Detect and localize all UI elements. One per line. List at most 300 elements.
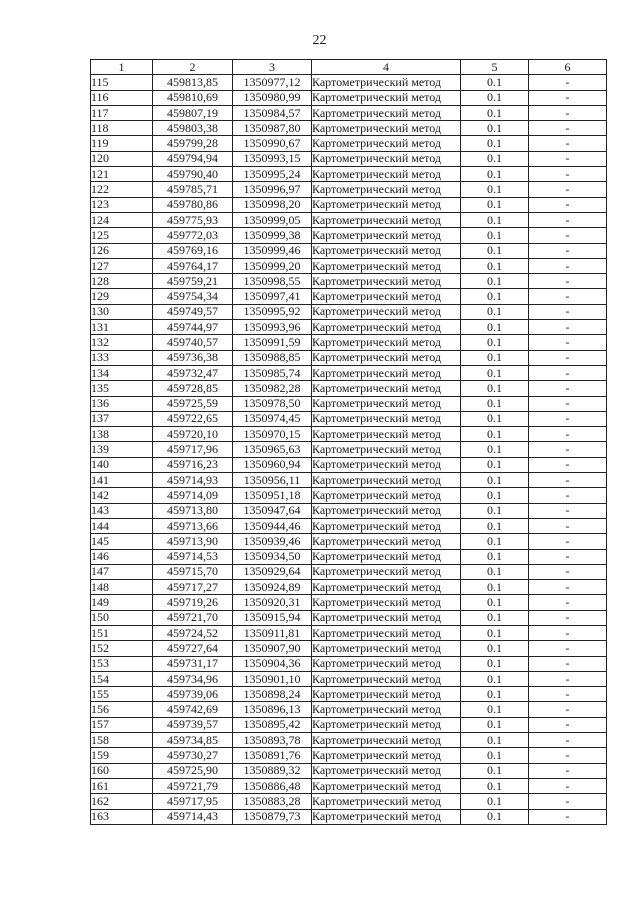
note-cell: - [529, 274, 607, 289]
note-cell: - [529, 717, 607, 732]
method-cell: Картометрический метод [312, 335, 461, 350]
y-coordinate-cell: 1350904,36 [233, 656, 312, 671]
table-row [91, 121, 607, 136]
y-coordinate-cell: 1350991,59 [233, 335, 312, 350]
table-row [91, 167, 607, 182]
point-number-cell: 161 [91, 778, 153, 793]
y-coordinate-cell: 1350998,55 [233, 274, 312, 289]
x-coordinate-cell: 459725,90 [153, 763, 233, 778]
x-coordinate-cell: 459780,86 [153, 197, 233, 212]
x-coordinate-cell: 459728,85 [153, 381, 233, 396]
note-cell: - [529, 381, 607, 396]
column-header-6: 6 [529, 60, 607, 75]
point-number-cell: 143 [91, 503, 153, 518]
note-cell: - [529, 473, 607, 488]
x-coordinate-cell: 459716,23 [153, 457, 233, 472]
table-row [91, 197, 607, 212]
note-cell: - [529, 625, 607, 640]
y-coordinate-cell: 1350999,46 [233, 243, 312, 258]
y-coordinate-cell: 1350988,85 [233, 350, 312, 365]
x-coordinate-cell: 459714,93 [153, 473, 233, 488]
note-cell: - [529, 90, 607, 105]
y-coordinate-cell: 1350939,46 [233, 534, 312, 549]
y-coordinate-cell: 1350951,18 [233, 488, 312, 503]
x-coordinate-cell: 459764,17 [153, 258, 233, 273]
accuracy-cell: 0.1 [461, 488, 529, 503]
method-cell: Картометрический метод [312, 610, 461, 625]
table-row [91, 243, 607, 258]
y-coordinate-cell: 1350995,92 [233, 304, 312, 319]
accuracy-cell: 0.1 [461, 625, 529, 640]
point-number-cell: 131 [91, 320, 153, 335]
note-cell: - [529, 610, 607, 625]
y-coordinate-cell: 1350947,64 [233, 503, 312, 518]
note-cell: - [529, 549, 607, 564]
x-coordinate-cell: 459739,57 [153, 717, 233, 732]
accuracy-cell: 0.1 [461, 320, 529, 335]
note-cell: - [529, 243, 607, 258]
table-row [91, 75, 607, 90]
note-cell: - [529, 335, 607, 350]
x-coordinate-cell: 459734,96 [153, 671, 233, 686]
note-cell: - [529, 733, 607, 748]
table-row [91, 350, 607, 365]
x-coordinate-cell: 459794,94 [153, 151, 233, 166]
point-number-cell: 160 [91, 763, 153, 778]
point-number-cell: 156 [91, 702, 153, 717]
note-cell: - [529, 320, 607, 335]
accuracy-cell: 0.1 [461, 748, 529, 763]
note-cell: - [529, 656, 607, 671]
y-coordinate-cell: 1350944,46 [233, 518, 312, 533]
table-row [91, 717, 607, 732]
table-row [91, 136, 607, 151]
accuracy-cell: 0.1 [461, 427, 529, 442]
note-cell: - [529, 687, 607, 702]
x-coordinate-cell: 459717,27 [153, 580, 233, 595]
y-coordinate-cell: 1350915,94 [233, 610, 312, 625]
y-coordinate-cell: 1350999,05 [233, 212, 312, 227]
note-cell: - [529, 121, 607, 136]
method-cell: Картометрический метод [312, 350, 461, 365]
y-coordinate-cell: 1350977,12 [233, 75, 312, 90]
table-row [91, 335, 607, 350]
point-number-cell: 159 [91, 748, 153, 763]
point-number-cell: 118 [91, 121, 153, 136]
x-coordinate-cell: 459731,17 [153, 656, 233, 671]
note-cell: - [529, 151, 607, 166]
point-number-cell: 117 [91, 105, 153, 120]
y-coordinate-cell: 1350993,15 [233, 151, 312, 166]
point-number-cell: 153 [91, 656, 153, 671]
x-coordinate-cell: 459785,71 [153, 182, 233, 197]
table-row [91, 274, 607, 289]
y-coordinate-cell: 1350997,41 [233, 289, 312, 304]
table-row [91, 763, 607, 778]
note-cell: - [529, 763, 607, 778]
note-cell: - [529, 534, 607, 549]
x-coordinate-cell: 459736,38 [153, 350, 233, 365]
point-number-cell: 162 [91, 794, 153, 809]
point-number-cell: 152 [91, 641, 153, 656]
x-coordinate-cell: 459717,95 [153, 794, 233, 809]
x-coordinate-cell: 459713,80 [153, 503, 233, 518]
y-coordinate-cell: 1350984,57 [233, 105, 312, 120]
table-row [91, 396, 607, 411]
point-number-cell: 142 [91, 488, 153, 503]
y-coordinate-cell: 1350970,15 [233, 427, 312, 442]
point-number-cell: 127 [91, 258, 153, 273]
table-row [91, 748, 607, 763]
method-cell: Картометрический метод [312, 381, 461, 396]
method-cell: Картометрический метод [312, 687, 461, 702]
point-number-cell: 130 [91, 304, 153, 319]
y-coordinate-cell: 1350990,67 [233, 136, 312, 151]
column-header-4: 4 [312, 60, 461, 75]
note-cell: - [529, 595, 607, 610]
method-cell: Картометрический метод [312, 304, 461, 319]
x-coordinate-cell: 459730,27 [153, 748, 233, 763]
note-cell: - [529, 350, 607, 365]
note-cell: - [529, 778, 607, 793]
method-cell: Картометрический метод [312, 243, 461, 258]
method-cell: Картометрический метод [312, 733, 461, 748]
note-cell: - [529, 503, 607, 518]
note-cell: - [529, 365, 607, 380]
x-coordinate-cell: 459759,21 [153, 274, 233, 289]
accuracy-cell: 0.1 [461, 794, 529, 809]
method-cell: Картометрический метод [312, 228, 461, 243]
note-cell: - [529, 105, 607, 120]
method-cell: Картометрический метод [312, 121, 461, 136]
point-number-cell: 123 [91, 197, 153, 212]
accuracy-cell: 0.1 [461, 289, 529, 304]
point-number-cell: 158 [91, 733, 153, 748]
table-row [91, 228, 607, 243]
note-cell: - [529, 228, 607, 243]
method-cell: Картометрический метод [312, 809, 461, 824]
table-row [91, 702, 607, 717]
x-coordinate-cell: 459790,40 [153, 167, 233, 182]
point-number-cell: 137 [91, 411, 153, 426]
column-header-3: 3 [233, 60, 312, 75]
point-number-cell: 148 [91, 580, 153, 595]
accuracy-cell: 0.1 [461, 136, 529, 151]
table-row [91, 212, 607, 227]
x-coordinate-cell: 459775,93 [153, 212, 233, 227]
accuracy-cell: 0.1 [461, 610, 529, 625]
point-number-cell: 163 [91, 809, 153, 824]
note-cell: - [529, 457, 607, 472]
x-coordinate-cell: 459749,57 [153, 304, 233, 319]
table-row [91, 365, 607, 380]
note-cell: - [529, 518, 607, 533]
point-number-cell: 132 [91, 335, 153, 350]
x-coordinate-cell: 459713,90 [153, 534, 233, 549]
y-coordinate-cell: 1350987,80 [233, 121, 312, 136]
accuracy-cell: 0.1 [461, 90, 529, 105]
method-cell: Картометрический метод [312, 794, 461, 809]
y-coordinate-cell: 1350980,99 [233, 90, 312, 105]
point-number-cell: 149 [91, 595, 153, 610]
table-row [91, 289, 607, 304]
x-coordinate-cell: 459799,28 [153, 136, 233, 151]
method-cell: Картометрический метод [312, 167, 461, 182]
note-cell: - [529, 702, 607, 717]
y-coordinate-cell: 1350982,28 [233, 381, 312, 396]
table-row [91, 320, 607, 335]
method-cell: Картометрический метод [312, 365, 461, 380]
accuracy-cell: 0.1 [461, 564, 529, 579]
point-number-cell: 125 [91, 228, 153, 243]
accuracy-cell: 0.1 [461, 274, 529, 289]
point-number-cell: 135 [91, 381, 153, 396]
note-cell: - [529, 748, 607, 763]
y-coordinate-cell: 1350879,73 [233, 809, 312, 824]
note-cell: - [529, 167, 607, 182]
point-number-cell: 133 [91, 350, 153, 365]
y-coordinate-cell: 1350995,24 [233, 167, 312, 182]
accuracy-cell: 0.1 [461, 656, 529, 671]
table-row [91, 595, 607, 610]
note-cell: - [529, 197, 607, 212]
y-coordinate-cell: 1350920,31 [233, 595, 312, 610]
x-coordinate-cell: 459740,57 [153, 335, 233, 350]
note-cell: - [529, 809, 607, 824]
y-coordinate-cell: 1350996,97 [233, 182, 312, 197]
note-cell: - [529, 75, 607, 90]
point-number-cell: 129 [91, 289, 153, 304]
accuracy-cell: 0.1 [461, 595, 529, 610]
x-coordinate-cell: 459727,64 [153, 641, 233, 656]
point-number-cell: 157 [91, 717, 153, 732]
x-coordinate-cell: 459717,96 [153, 442, 233, 457]
point-number-cell: 151 [91, 625, 153, 640]
table-row [91, 442, 607, 457]
table-row [91, 427, 607, 442]
table-row [91, 503, 607, 518]
point-number-cell: 122 [91, 182, 153, 197]
point-number-cell: 134 [91, 365, 153, 380]
note-cell: - [529, 411, 607, 426]
page-number: 22 [312, 33, 327, 48]
accuracy-cell: 0.1 [461, 641, 529, 656]
method-cell: Картометрический метод [312, 748, 461, 763]
table-row [91, 105, 607, 120]
accuracy-cell: 0.1 [461, 350, 529, 365]
table-row [91, 610, 607, 625]
table-row [91, 687, 607, 702]
accuracy-cell: 0.1 [461, 212, 529, 227]
point-number-cell: 141 [91, 473, 153, 488]
method-cell: Картометрический метод [312, 625, 461, 640]
table-row [91, 625, 607, 640]
y-coordinate-cell: 1350886,48 [233, 778, 312, 793]
accuracy-cell: 0.1 [461, 228, 529, 243]
table-row [91, 258, 607, 273]
accuracy-cell: 0.1 [461, 167, 529, 182]
accuracy-cell: 0.1 [461, 243, 529, 258]
note-cell: - [529, 488, 607, 503]
x-coordinate-cell: 459734,85 [153, 733, 233, 748]
method-cell: Картометрический метод [312, 258, 461, 273]
method-cell: Картометрический метод [312, 289, 461, 304]
accuracy-cell: 0.1 [461, 151, 529, 166]
x-coordinate-cell: 459715,70 [153, 564, 233, 579]
table-row [91, 151, 607, 166]
note-cell: - [529, 794, 607, 809]
y-coordinate-cell: 1350893,78 [233, 733, 312, 748]
x-coordinate-cell: 459719,26 [153, 595, 233, 610]
method-cell: Картометрический метод [312, 212, 461, 227]
point-number-cell: 124 [91, 212, 153, 227]
note-cell: - [529, 289, 607, 304]
method-cell: Картометрический метод [312, 151, 461, 166]
method-cell: Картометрический метод [312, 411, 461, 426]
coordinates-table [90, 59, 607, 825]
accuracy-cell: 0.1 [461, 671, 529, 686]
table-row [91, 90, 607, 105]
x-coordinate-cell: 459810,69 [153, 90, 233, 105]
method-cell: Картометрический метод [312, 90, 461, 105]
method-cell: Картометрический метод [312, 641, 461, 656]
accuracy-cell: 0.1 [461, 75, 529, 90]
accuracy-cell: 0.1 [461, 381, 529, 396]
method-cell: Картометрический метод [312, 75, 461, 90]
x-coordinate-cell: 459713,66 [153, 518, 233, 533]
point-number-cell: 155 [91, 687, 153, 702]
point-number-cell: 116 [91, 90, 153, 105]
table-row [91, 549, 607, 564]
point-number-cell: 140 [91, 457, 153, 472]
accuracy-cell: 0.1 [461, 580, 529, 595]
x-coordinate-cell: 459742,69 [153, 702, 233, 717]
x-coordinate-cell: 459803,38 [153, 121, 233, 136]
method-cell: Картометрический метод [312, 457, 461, 472]
x-coordinate-cell: 459721,70 [153, 610, 233, 625]
method-cell: Картометрический метод [312, 136, 461, 151]
y-coordinate-cell: 1350998,20 [233, 197, 312, 212]
note-cell: - [529, 136, 607, 151]
table-row [91, 656, 607, 671]
y-coordinate-cell: 1350924,89 [233, 580, 312, 595]
method-cell: Картометрический метод [312, 518, 461, 533]
y-coordinate-cell: 1350889,32 [233, 763, 312, 778]
accuracy-cell: 0.1 [461, 121, 529, 136]
y-coordinate-cell: 1350960,94 [233, 457, 312, 472]
accuracy-cell: 0.1 [461, 182, 529, 197]
y-coordinate-cell: 1350974,45 [233, 411, 312, 426]
point-number-cell: 128 [91, 274, 153, 289]
accuracy-cell: 0.1 [461, 733, 529, 748]
note-cell: - [529, 641, 607, 656]
method-cell: Картометрический метод [312, 763, 461, 778]
accuracy-cell: 0.1 [461, 473, 529, 488]
table-row [91, 794, 607, 809]
method-cell: Картометрический метод [312, 488, 461, 503]
y-coordinate-cell: 1350929,64 [233, 564, 312, 579]
y-coordinate-cell: 1350891,76 [233, 748, 312, 763]
method-cell: Картометрический метод [312, 534, 461, 549]
method-cell: Картометрический метод [312, 105, 461, 120]
method-cell: Картометрический метод [312, 671, 461, 686]
table-row [91, 411, 607, 426]
y-coordinate-cell: 1350883,28 [233, 794, 312, 809]
y-coordinate-cell: 1350895,42 [233, 717, 312, 732]
point-number-cell: 136 [91, 396, 153, 411]
accuracy-cell: 0.1 [461, 258, 529, 273]
table-row [91, 381, 607, 396]
accuracy-cell: 0.1 [461, 304, 529, 319]
accuracy-cell: 0.1 [461, 411, 529, 426]
method-cell: Картометрический метод [312, 503, 461, 518]
method-cell: Картометрический метод [312, 182, 461, 197]
accuracy-cell: 0.1 [461, 809, 529, 824]
x-coordinate-cell: 459732,47 [153, 365, 233, 380]
note-cell: - [529, 564, 607, 579]
accuracy-cell: 0.1 [461, 778, 529, 793]
table-header-row [91, 60, 607, 75]
table-row [91, 671, 607, 686]
table-row [91, 457, 607, 472]
point-number-cell: 139 [91, 442, 153, 457]
y-coordinate-cell: 1350985,74 [233, 365, 312, 380]
note-cell: - [529, 304, 607, 319]
table-row [91, 304, 607, 319]
point-number-cell: 119 [91, 136, 153, 151]
y-coordinate-cell: 1350999,20 [233, 258, 312, 273]
accuracy-cell: 0.1 [461, 396, 529, 411]
table-row [91, 641, 607, 656]
point-number-cell: 147 [91, 564, 153, 579]
accuracy-cell: 0.1 [461, 457, 529, 472]
column-header-5: 5 [461, 60, 529, 75]
method-cell: Картометрический метод [312, 442, 461, 457]
y-coordinate-cell: 1350965,63 [233, 442, 312, 457]
y-coordinate-cell: 1350898,24 [233, 687, 312, 702]
point-number-cell: 121 [91, 167, 153, 182]
accuracy-cell: 0.1 [461, 534, 529, 549]
y-coordinate-cell: 1350993,96 [233, 320, 312, 335]
note-cell: - [529, 442, 607, 457]
x-coordinate-cell: 459722,65 [153, 411, 233, 426]
point-number-cell: 146 [91, 549, 153, 564]
y-coordinate-cell: 1350896,13 [233, 702, 312, 717]
accuracy-cell: 0.1 [461, 442, 529, 457]
y-coordinate-cell: 1350907,90 [233, 641, 312, 656]
note-cell: - [529, 212, 607, 227]
note-cell: - [529, 258, 607, 273]
method-cell: Картометрический метод [312, 320, 461, 335]
x-coordinate-cell: 459721,79 [153, 778, 233, 793]
table-row [91, 809, 607, 824]
method-cell: Картометрический метод [312, 549, 461, 564]
table-row [91, 564, 607, 579]
y-coordinate-cell: 1350911,81 [233, 625, 312, 640]
accuracy-cell: 0.1 [461, 687, 529, 702]
accuracy-cell: 0.1 [461, 717, 529, 732]
x-coordinate-cell: 459714,09 [153, 488, 233, 503]
table-row [91, 580, 607, 595]
x-coordinate-cell: 459772,03 [153, 228, 233, 243]
accuracy-cell: 0.1 [461, 763, 529, 778]
method-cell: Картометрический метод [312, 197, 461, 212]
method-cell: Картометрический метод [312, 656, 461, 671]
x-coordinate-cell: 459754,34 [153, 289, 233, 304]
x-coordinate-cell: 459813,85 [153, 75, 233, 90]
point-number-cell: 144 [91, 518, 153, 533]
note-cell: - [529, 671, 607, 686]
